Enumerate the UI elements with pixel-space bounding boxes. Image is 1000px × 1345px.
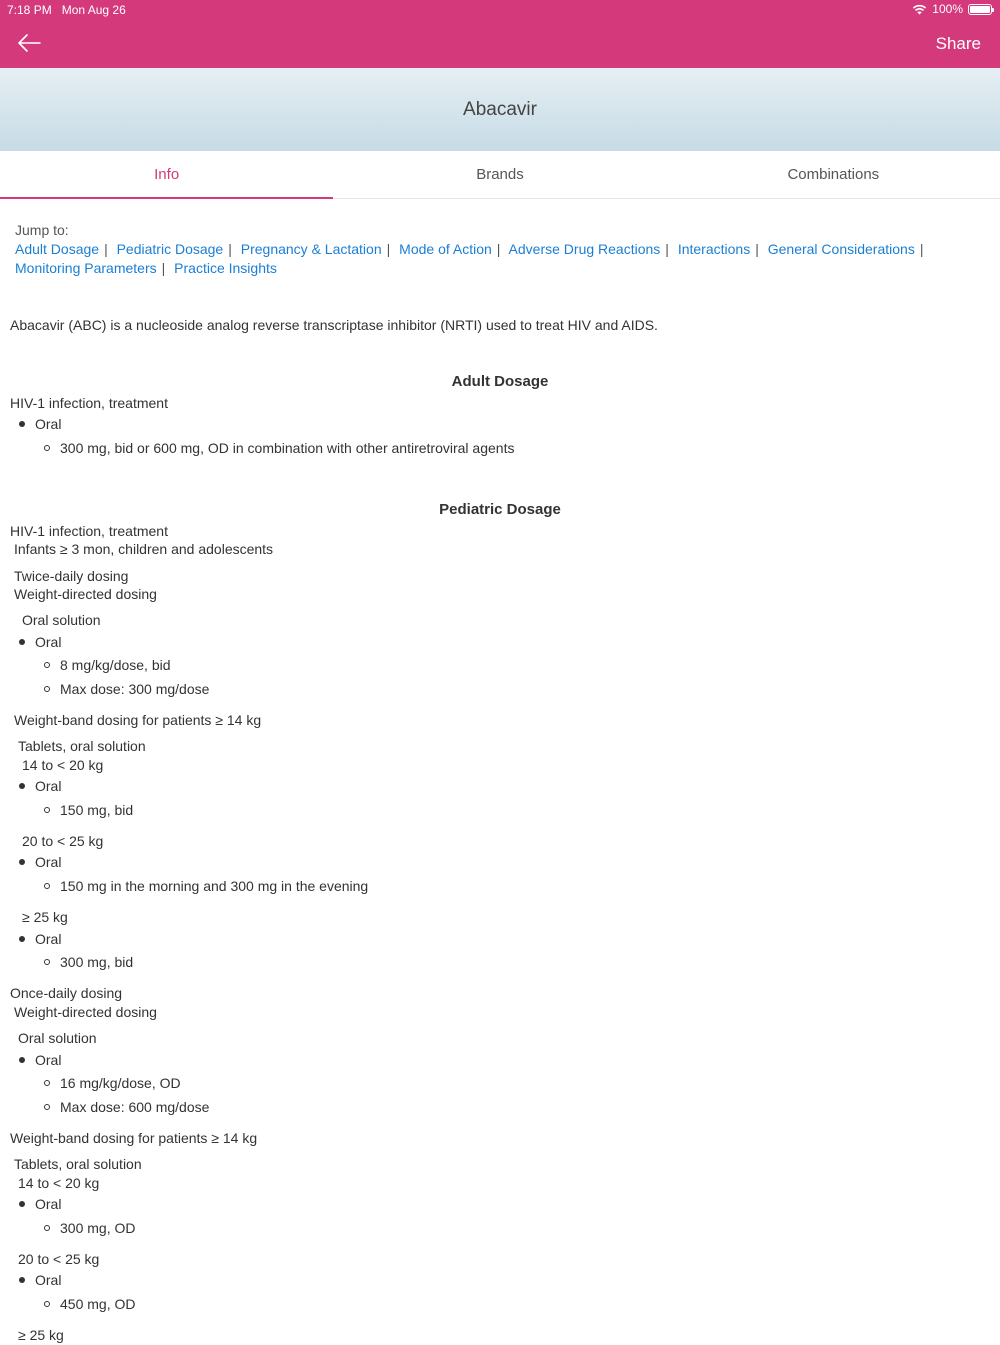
list-item: 300 mg, bid <box>44 953 133 972</box>
oral-solution-label: Oral solution <box>18 1030 97 1046</box>
jump-link-interactions[interactable]: Interactions <box>677 240 751 257</box>
page-title: Abacavir <box>463 98 537 120</box>
weight-band-label: 14 to < 20 kg <box>18 1175 100 1191</box>
tab-brands[interactable]: Brands <box>476 166 524 183</box>
bullet-icon <box>44 1301 50 1307</box>
list-item: Oral <box>19 415 61 434</box>
list-item: 8 mg/kg/dose, bid <box>44 656 171 675</box>
battery-icon <box>968 4 992 15</box>
bullet-icon <box>19 1277 25 1283</box>
bullet-icon <box>44 445 50 451</box>
list-item: Oral <box>19 930 61 949</box>
twice-daily-dosing: Twice-daily dosing <box>14 568 129 584</box>
wifi-icon <box>912 4 927 15</box>
weight-band-label: 20 to < 25 kg <box>22 833 104 849</box>
jump-link-monitoring-parameters[interactable]: Monitoring Parameters <box>15 259 157 276</box>
list-item: Oral <box>19 1195 61 1214</box>
list-item: 150 mg, bid <box>44 801 133 820</box>
status-indicators <box>912 2 992 16</box>
pediatric-indication: HIV-1 infection, treatment <box>10 523 168 539</box>
bullet-icon <box>19 936 25 942</box>
tablets-solution-label: Tablets, oral solution <box>18 738 146 754</box>
weight-band-label: 20 to < 25 kg <box>18 1251 100 1267</box>
list-item: Oral <box>19 633 61 652</box>
list-item: 150 mg in the morning and 300 mg in the evening <box>44 877 368 896</box>
list-item: Oral <box>19 1271 61 1290</box>
bullet-icon <box>44 1080 50 1086</box>
top-bar <box>0 0 1000 68</box>
bullet-icon <box>44 807 50 813</box>
adult-dosage-heading: Adult Dosage <box>451 373 549 390</box>
weight-directed-dosing: Weight-directed dosing <box>14 1004 157 1020</box>
list-item: 300 mg, OD <box>44 1219 135 1238</box>
list-item: Max dose: 300 mg/dose <box>44 680 209 699</box>
weight-band-dosing: Weight-band dosing for patients ≥ 14 kg <box>14 712 262 728</box>
list-item: Oral <box>19 777 61 796</box>
battery-percent: 100% <box>932 2 963 16</box>
weight-band-label: ≥ 25 kg <box>22 909 68 925</box>
bullet-icon <box>19 1201 25 1207</box>
bullet-icon <box>44 959 50 965</box>
intro-text: Abacavir (ABC) is a nucleoside analog reverse transcriptase inhibitor (NRTI) used to treat HIV and AIDS. <box>10 317 658 333</box>
jump-link-mode-of-action[interactable]: Mode of Action <box>399 240 492 257</box>
list-item: Max dose: 600 mg/dose <box>44 1098 209 1117</box>
bullet-icon <box>19 639 25 645</box>
tab-bar <box>0 151 1000 199</box>
list-item: 300 mg, bid or 600 mg, OD in combination with other antiretroviral agents <box>44 439 514 458</box>
jump-links: Adult Dosage | Pediatric Dosage | Pregnancy & Lactation | Mode of Action | Adverse Drug Reactions | Interactions | General Considerations | Monitoring Parameters | Practice Insights <box>15 240 924 276</box>
list-item: Oral <box>19 1051 61 1070</box>
jump-link-pediatric-dosage[interactable]: Pediatric Dosage <box>116 240 224 257</box>
list-item: Oral <box>19 853 61 872</box>
list-item: 16 mg/kg/dose, OD <box>44 1074 181 1093</box>
jump-link-adult-dosage[interactable]: Adult Dosage <box>15 240 100 257</box>
jump-link-general-considerations[interactable]: General Considerations <box>767 240 915 257</box>
bullet-icon <box>44 883 50 889</box>
adult-indication: HIV-1 infection, treatment <box>10 395 168 411</box>
weight-band-label: 14 to < 20 kg <box>22 757 104 773</box>
status-time: 7:18 PM Mon Aug 26 <box>7 3 126 17</box>
jump-link-adverse-drug-reactions[interactable]: Adverse Drug Reactions <box>508 240 661 257</box>
list-item: 450 mg, OD <box>44 1295 135 1314</box>
bullet-icon <box>19 421 25 427</box>
tablets-solution-label: Tablets, oral solution <box>14 1156 142 1172</box>
oral-solution-label: Oral solution <box>22 612 101 628</box>
bullet-icon <box>19 1057 25 1063</box>
back-arrow-icon <box>16 30 42 56</box>
tab-combinations[interactable]: Combinations <box>787 166 880 183</box>
weight-band-label: ≥ 25 kg <box>18 1327 64 1343</box>
jump-label: Jump to: <box>15 222 69 238</box>
jump-link-pregnancy-lactation[interactable]: Pregnancy & Lactation <box>240 240 382 257</box>
pediatric-dosage-heading: Pediatric Dosage <box>439 501 561 518</box>
bullet-icon <box>44 686 50 692</box>
pediatric-population: Infants ≥ 3 mon, children and adolescents <box>14 541 274 557</box>
jump-to-section <box>15 221 975 278</box>
bullet-icon <box>44 1104 50 1110</box>
tab-info[interactable]: Info <box>0 151 333 198</box>
bullet-icon <box>19 859 25 865</box>
bullet-icon <box>44 662 50 668</box>
bullet-icon <box>19 783 25 789</box>
once-daily-dosing: Once-daily dosing <box>10 985 123 1001</box>
bullet-icon <box>44 1225 50 1231</box>
weight-band-dosing: Weight-band dosing for patients ≥ 14 kg <box>10 1130 258 1146</box>
drug-title-header <box>0 68 1000 151</box>
back-button[interactable] <box>16 30 46 56</box>
share-button[interactable]: Share <box>935 34 981 53</box>
jump-link-practice-insights[interactable]: Practice Insights <box>174 259 277 276</box>
weight-directed-dosing: Weight-directed dosing <box>14 586 157 602</box>
